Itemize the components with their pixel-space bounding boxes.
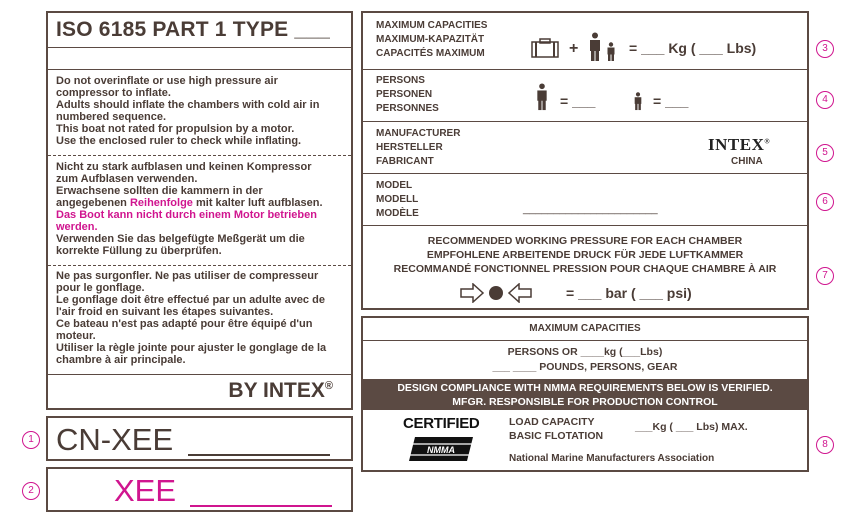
xee-text: XEE (114, 473, 177, 508)
iso-title: ISO 6185 PART 1 TYPE ___ (56, 18, 331, 41)
cn-xee-text: CN-XEE (56, 422, 174, 457)
plus-sign: + (569, 40, 579, 57)
marker-1: 1 (22, 431, 40, 449)
manufacturer-label: MANUFACTURER HERSTELLER FABRICANT (376, 128, 461, 167)
nmma-panel (361, 316, 809, 472)
by-intex-label: BY INTEX® (228, 379, 333, 402)
nmma-logo-icon (407, 435, 477, 463)
adult-count: = ___ (560, 93, 596, 109)
association-name: National Marine Manufacturers Association (509, 453, 715, 464)
child-count: = ___ (653, 93, 689, 109)
compliance-banner: DESIGN COMPLIANCE WITH NMMA REQUIREMENTS BELOW IS VERIFIED. MFGR. RESPONSIBLE FOR PRODUCTION CONTROL (363, 379, 807, 410)
french-warning: Ne pas surgonfler. Ne pas utiliser de compresseur pour le gonflage. Le gonflage doit être effectué par un adulte avec de l'air froid en suivant les étapes suivantes. Ce bateau n'est pas adapté pour être équipé d'un moteur. Utiliser la règle jointe pour ajuster le gonglage de la chambre à air principale. (56, 270, 327, 366)
max-capacities-label: MAXIMUM CAPACITIES MAXIMUM-KAPAZITÄT CAPACITÉS MAXIMUM (376, 20, 488, 59)
nmma-persons: PERSONS OR ____kg (___Lbs) (507, 346, 663, 358)
marker-6: 6 (816, 193, 834, 211)
marker-2: 2 (22, 482, 40, 500)
marker-7: 7 (816, 267, 834, 285)
pressure-formula: = ___ bar ( ___ psi) (566, 285, 692, 301)
german-warning: Nicht zu stark aufblasen und keinen Kompressor zum Aufblasen verwenden. Erwachsene sollten die kammern in der angegebenen Reihenfolge mit kalter luft aufblasen. Das Boot kann nicht durch einem Motor betrieben werden. Verwenden Sie das belgefügte Meßgerät um die korrekte Füllung zu überprüfen. (56, 161, 323, 257)
svg-text:NMMA: NMMA (427, 445, 455, 455)
marker-3: 3 (816, 40, 834, 58)
load-capacity-label: LOAD CAPACITY BASIC FLOTATION (509, 416, 604, 442)
child-icon (606, 42, 616, 62)
marker-4: 4 (816, 91, 834, 109)
intex-logo: INTEX® (708, 135, 771, 154)
capacity-panel (361, 11, 809, 310)
country-label: CHINA (731, 156, 763, 167)
nmma-pounds: ___ ____ POUNDS, PERSONS, GEAR (492, 361, 678, 373)
model-label: MODEL MODELL MODÈLE (376, 180, 419, 219)
adult-icon (588, 32, 602, 62)
certified-label: CERTIFIED (403, 415, 480, 432)
serial-box-cn (46, 416, 353, 461)
adult-person-icon (535, 83, 549, 111)
load-capacity-value: ___Kg ( ___ Lbs) MAX. (635, 421, 748, 433)
warning-label-panel (46, 11, 353, 410)
valve-arrows-icon (460, 283, 532, 303)
child-person-icon (633, 92, 643, 111)
english-warning: Do not overinflate or use high pressure air compressor to inflate. Adults should inflate the chambers with cold air in numbered sequence. This boat not rated for propulsion by a motor. Use the enclosed ruler to check while inflating. (56, 75, 320, 147)
serial-box-xee (46, 467, 353, 512)
model-blank: ______________________ (523, 203, 658, 215)
pressure-label: RECOMMENDED WORKING PRESSURE FOR EACH CHAMBER EMPFOHLENE ARBEITENDE DRUCK FÜR JEDE LUFTKAMMER RECOMMANDÉ FONCTIONNEL PRESSION POUR CHAQUE CHAMBRE À AIR (393, 235, 777, 275)
marker-5: 5 (816, 144, 834, 162)
persons-label: PERSONS PERSONEN PERSONNES (376, 75, 439, 114)
marker-8: 8 (816, 436, 834, 454)
luggage-icon (531, 38, 559, 58)
capacity-formula: = ___ Kg ( ___ Lbs) (629, 40, 757, 56)
nmma-title: MAXIMUM CAPACITIES (529, 323, 641, 334)
